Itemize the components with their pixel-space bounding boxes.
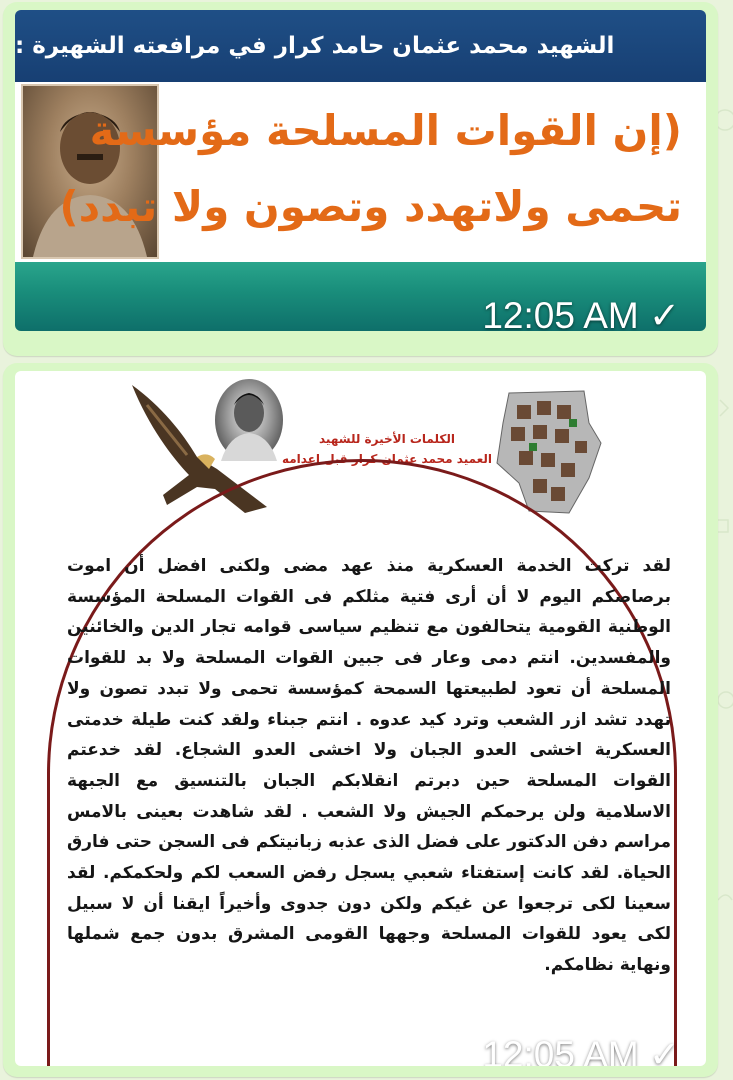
header-caption-line-1: الكلمات الأخيرة للشهيد (319, 432, 455, 446)
document-body-text: لقد تركت الخدمة العسكرية منذ عهد مضى ولكنى افضل أن اموت برصاصكم اليوم لا أن أرى فتية مثلكم فى القوات المسلحة المؤسسة الوطنية القومية يتحالفون مع تنظيم سياسى قوامه تجار الدين والخائنين والمفسدين. انتم دمى وعار فى جبين القوات المسلحة ولا بد للقوات المسلحة أن تعود لطبيعتها السمحة كمؤسسة تحمى ولا تبدد تصون ولا تهدد تشد ازر الشعب وترد كيد عدوه . انتم جبناء ولقد كنت طيلة خدمتى العسكرية اخشى العدو الجبان ولا اخشى العدو الشجاع. لقد خدعتم القوات المسلحة حين دبرتم انقلابكم الجبان بالتنسيق مع الجبهة الاسلامية ولن يرحمكم الجيش ولا الشعب . لقد شاهدت بعينى بالامس مراسم دفن الدكتور على فضل الذى عذبه زبانيتكم فى السجن حتى فارق الحياة. لقد كانت إستفتاء شعبي يسجل رفض السعب لكم ولحكمكم. لقد سعينا لكى ترجعوا عن غيكم ولكن دون جدوى وأخيراً ايقنا أن لا سبيل لكى يعود للقوات المسلحة وجهها القومى المشرق بدون جمع شملها ونهاية نظامكم. (67, 556, 671, 976)
check-icon: ✓ (648, 295, 680, 331)
shared-image-2[interactable] (15, 371, 706, 1066)
quote-line-2: تحمى ولاتهدد وتصون ولا تبدد) (59, 182, 682, 231)
shared-image-1[interactable] (15, 10, 706, 331)
timestamp: 12:05 AM (482, 295, 639, 331)
check-icon: ✓ (648, 1034, 680, 1066)
timestamp: 12:05 AM (482, 1034, 639, 1066)
image-message-2[interactable] (3, 363, 718, 1077)
message-meta-2 (482, 1033, 680, 1066)
portrait-photo-2 (215, 379, 283, 461)
header-caption-line-2: العميد محمد عثمان كرار قبل اعدامه (281, 452, 493, 466)
image-message-1[interactable] (3, 2, 718, 356)
message-meta-1 (482, 294, 680, 331)
banner-title: الشهيد محمد عثمان حامد كرار في مرافعته الشهيرة : (15, 10, 706, 82)
quote-line-1: (إن القوات المسلحة مؤسسة (89, 106, 682, 155)
